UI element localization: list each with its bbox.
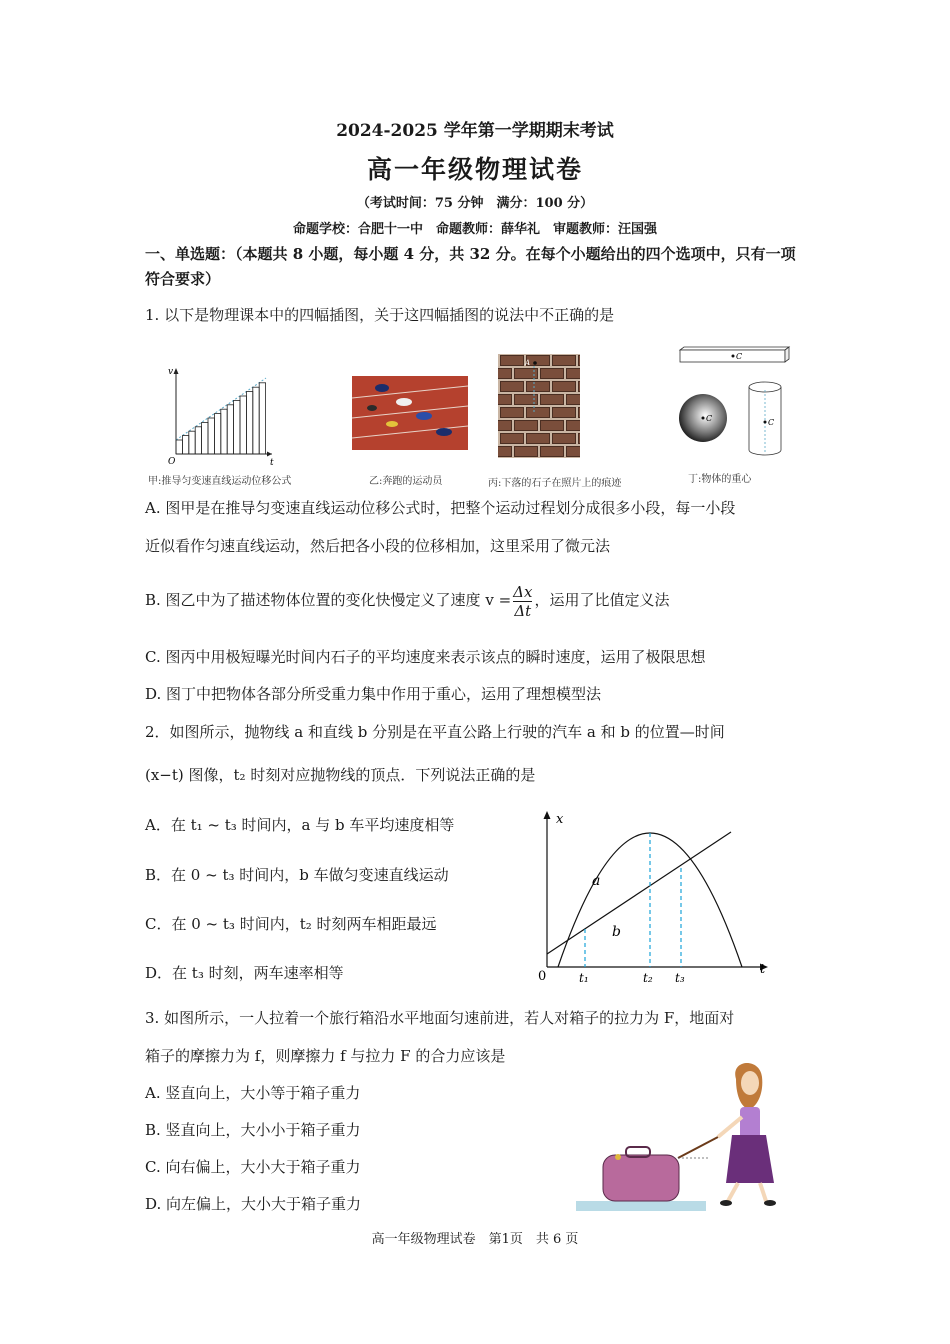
graph-origin-label: 0 [538, 969, 547, 984]
q3-option-b: B. 竖直向上，大小小于箱子重力 [145, 1121, 361, 1139]
graph-axis-v: v [168, 367, 174, 377]
area-strip [253, 387, 259, 454]
q1-option-b [145, 580, 669, 620]
q2-option-a: A．在 t₁ ~ t₃ 时间内，a 与 b 车平均速度相等 [145, 816, 455, 834]
fraction-denominator: Δt [514, 601, 532, 620]
exam-year-title: 2024-2025 学年第一学期期末考试 [336, 121, 614, 141]
bar-center-label: C [736, 352, 743, 361]
area-strip [214, 414, 220, 454]
q3-suitcase-illustration [570, 1055, 790, 1215]
fraction-numerator: Δx [513, 582, 533, 601]
area-strip [189, 431, 195, 454]
area-strip [182, 436, 188, 454]
q1-option-d: D. 图丁中把物体各部分所受重力集中作用于重心，运用了理想模型法 [145, 685, 602, 703]
subject-title: 高一年级物理试卷 [366, 155, 583, 184]
area-strip [208, 418, 214, 454]
ground-surface [576, 1201, 706, 1211]
caption-yi: 乙:奔跑的运动员 [369, 476, 443, 487]
cylinder-center-label: C [768, 418, 775, 427]
q1-option-b-suffix: ，运用了比值定义法 [534, 591, 670, 609]
area-strip [202, 422, 208, 454]
area-strip [227, 405, 233, 454]
q2-stem-line1: 2．如图所示，抛物线 a 和直线 b 分别是在平直公路上行驶的汽车 a 和 b 的位置—时间 [145, 723, 725, 741]
q3-option-d: D. 向左偏上，大小大于箱子重力 [145, 1195, 362, 1213]
caption-bing: 丙:下落的石子在照片上的痕迹 [488, 478, 622, 489]
girl-figure [718, 1063, 776, 1206]
area-strip [221, 409, 227, 454]
q2-option-b: B．在 0 ~ t₃ 时间内，b 车做匀变速直线运动 [145, 866, 449, 884]
q3-stem-line1: 3. 如图所示，一人拉着一个旅行箱沿水平地面匀速前进，若人对箱子的拉力为 F，地面对 [145, 1009, 735, 1027]
t3-tick-label: t₃ [675, 971, 685, 985]
ball-center-label: C [706, 414, 713, 423]
q1-option-a-line1: A. 图甲是在推导匀变速直线运动位移公式时，把整个运动过程划分成很多小段，每一小段 [145, 499, 736, 517]
q2-option-c: C．在 0 ~ t₃ 时间内，t₂ 时刻两车相距最远 [145, 915, 437, 933]
q2-stem-line2: (x−t) 图像，t₂ 时刻对应抛物线的顶点．下列说法正确的是 [145, 766, 536, 784]
caption-jia: 甲:推导匀变速直线运动位移公式 [148, 476, 292, 487]
t1-tick-label: t₁ [579, 971, 589, 985]
area-strip [195, 427, 201, 454]
graph-y-axis-label: x [556, 812, 564, 827]
exam-info: （考试时间：75 分钟 满分：100 分） [356, 196, 594, 211]
q1-stem: 1. 以下是物理课本中的四幅插图，关于这四幅插图的说法中不正确的是 [145, 306, 615, 324]
q3-stem-line2: 箱子的摩擦力为 f，则摩擦力 f 与拉力 F 的合力应该是 [145, 1047, 506, 1065]
caption-ding: 丁:物体的重心 [688, 474, 752, 485]
area-strip [240, 396, 246, 454]
q1-option-c: C. 图丙中用极短曝光时间内石子的平均速度来表示该点的瞬时速度，运用了极限思想 [145, 648, 706, 666]
figure-ding-center-of-gravity [675, 344, 793, 462]
graph-x-axis-label: t [760, 962, 766, 977]
figure-jia-vt-graph [162, 362, 277, 467]
graph-axis-t: t [270, 458, 274, 467]
suitcase [603, 1147, 679, 1201]
q2-option-d: D．在 t₃ 时刻，两车速率相等 [145, 964, 344, 982]
exam-authors: 命题学校：合肥十一中 命题教师：薛华礼 审题教师：汪国强 [292, 222, 657, 237]
q3-option-c: C. 向右偏上，大小大于箱子重力 [145, 1158, 361, 1176]
q2-xt-graph [528, 805, 773, 987]
q1-option-a-line2: 近似看作匀速直线运动，然后把各小段的位移相加，这里采用了微元法 [145, 537, 611, 555]
curve-a-label: a [592, 873, 601, 889]
t2-tick-label: t₂ [643, 971, 653, 985]
figure-bing-brick-wall [498, 354, 580, 458]
line-b-label: b [612, 924, 621, 940]
area-strip [176, 440, 182, 454]
point-a-label: A [525, 359, 531, 367]
area-strip [259, 383, 265, 454]
graph-origin: O [168, 457, 176, 467]
area-strip [246, 392, 252, 454]
q3-option-a: A. 竖直向上，大小等于箱子重力 [145, 1084, 361, 1102]
q1-option-b-text: B. 图乙中为了描述物体位置的变化快慢定义了速度 v = [145, 591, 512, 609]
section-heading: 一、单选题：（本题共 8 小题，每小题 4 分，共 32 分。在每个小题给出的四个选项中，只有一项符合要求） [145, 245, 796, 288]
area-strip [234, 400, 240, 454]
figure-yi-runners-photo [352, 376, 468, 450]
page-footer: 高一年级物理试卷 第1页 共 6 页 [371, 1232, 579, 1247]
velocity-fraction [513, 583, 532, 620]
